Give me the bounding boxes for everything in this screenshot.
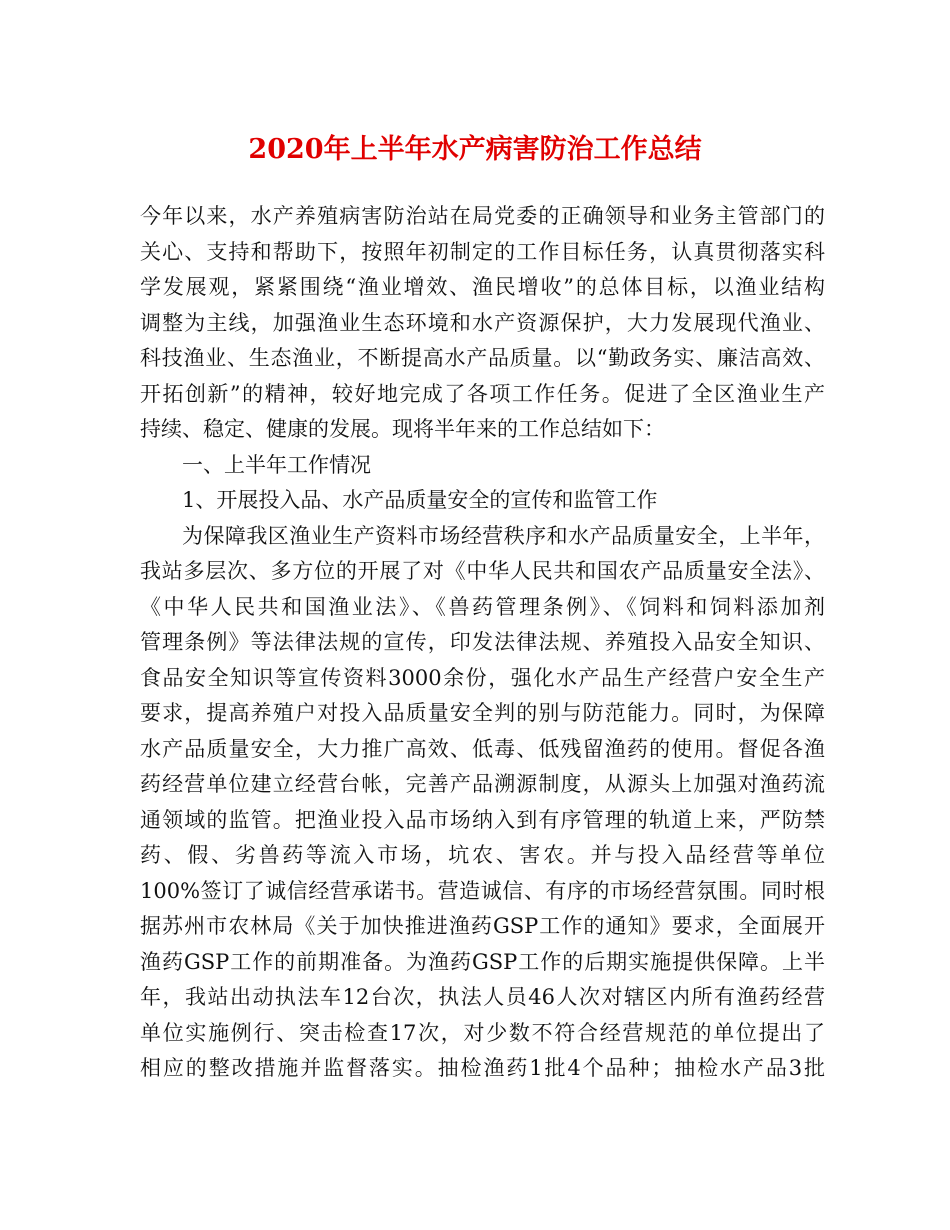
paragraph-line: 通领域的监管。把渔业投入品市场纳入到有序管理的轨道上来，严防禁 [140,807,825,832]
section-heading: 一、上半年工作情况 [182,452,371,477]
paragraph-line: 食品安全知识等宣传资料3000余份，强化水产品生产经营户安全生产 [140,665,825,690]
paragraph-line: 单位实施例行、突击检查17次，对少数不符合经营规范的单位提出了 [140,1020,825,1045]
paragraph-line: 今年以来，水产养殖病害防治站在局党委的正确领导和业务主管部门的 [140,204,825,228]
paragraph-line: 要求，提高养殖户对投入品质量安全判的别与防范能力。同时，为保障 [140,701,825,725]
paragraph-line: 持续、稳定、健康的发展。现将半年来的工作总结如下： [140,417,665,441]
paragraph-line: 科技渔业、生态渔业，不断提高水产品质量。以“勤政务实、廉洁高效、 [140,346,825,370]
document-body [140,199,825,1087]
paragraph-line: 学发展观，紧紧围绕“渔业增效、渔民增收”的总体目标，以渔业结构 [140,275,825,299]
paragraph-line: 开拓创新”的精神，较好地完成了各项工作任务。促进了全区渔业生产 [140,381,825,406]
paragraph-line: 年，我站出动执法车12台次，执法人员46人次对辖区内所有渔药经营 [140,985,825,1009]
paragraph-line: 关心、支持和帮助下，按照年初制定的工作目标任务，认真贯彻落实科 [140,239,825,264]
paragraph-line: 管理条例》等法律法规的宣传，印发法律法规、养殖投入品安全知识、 [140,630,825,654]
paragraph-line: 相应的整改措施并监督落实。抽检渔药1批4个品种；抽检水产品3批 [140,1056,825,1080]
paragraph-line: 调整为主线，加强渔业生态环境和水产资源保护，大力发展现代渔业、 [140,310,825,335]
paragraph-line: 为保障我区渔业生产资料市场经营秩序和水产品质量安全，上半年， [182,523,825,548]
paragraph-line: 渔药GSP工作的前期准备。为渔药GSP工作的后期实施提供保障。上半 [140,949,825,974]
subsection-heading: 1、开展投入品、水产品质量安全的宣传和监管工作 [182,488,658,512]
paragraph-line: 水产品质量安全，大力推广高效、低毒、低残留渔药的使用。督促各渔 [140,736,825,761]
paragraph-line: 药经营单位建立经营台帐，完善产品溯源制度，从源头上加强对渔药流 [140,772,825,796]
document-title: 2020年上半年水产病害防治工作总结 [248,134,702,165]
paragraph-line: 100%签订了诚信经营承诺书。营造诚信、有序的市场经营氛围。同时根 [140,878,825,903]
paragraph-line: 据苏州市农林局《关于加快推进渔药GSP工作的通知》要求，全面展开 [140,914,825,938]
paragraph-line: 药、假、劣兽药等流入市场，坑农、害农。并与投入品经营等单位 [140,843,825,867]
paragraph-line: 《中华人民共和国渔业法》、《兽药管理条例》、《饲料和饲料添加剂 [140,594,825,619]
paragraph-line: 我站多层次、多方位的开展了对《中华人民共和国农产品质量安全法》、 [140,559,825,583]
